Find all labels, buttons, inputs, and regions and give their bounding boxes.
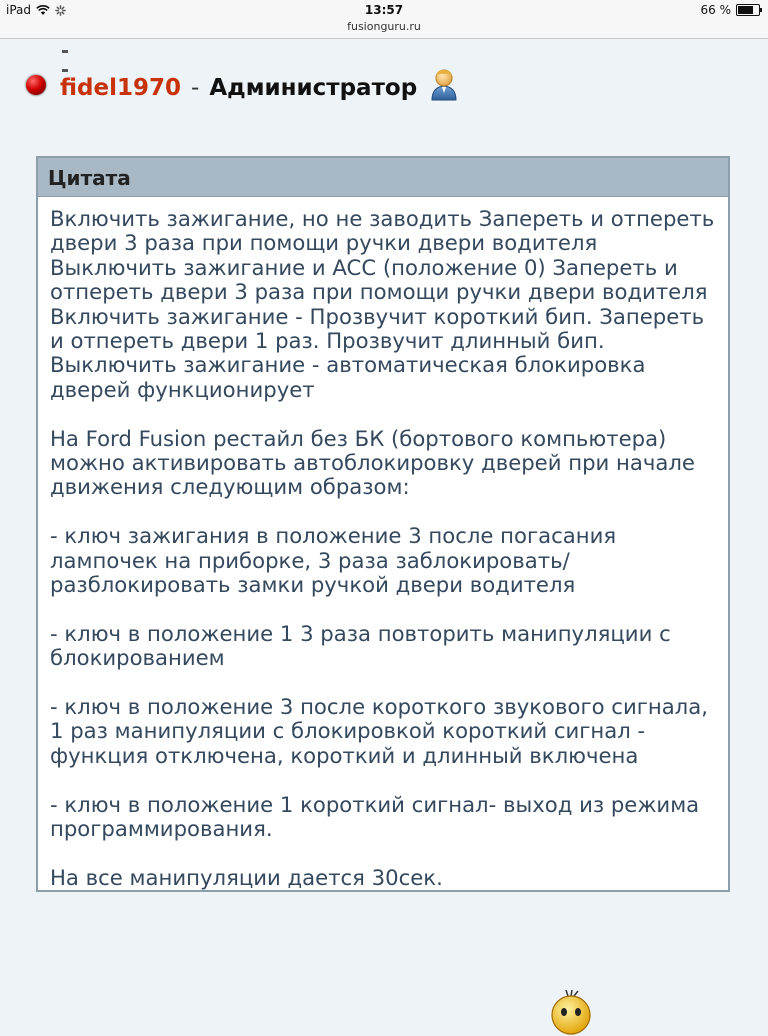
url-bar[interactable]: [0, 20, 768, 39]
smiley-emoticon-icon: [548, 990, 594, 1036]
status-bar: [0, 0, 768, 20]
quote-paragraph: - ключ зажигания в положение 3 после погасания лампочек на приборке, 3 раза заблокировать/ разблокировать замки ручкой двери водителя: [50, 523, 617, 598]
offline-status-icon: [26, 75, 46, 95]
battery-fill: [738, 6, 753, 14]
username-link[interactable]: fidel1970: [60, 75, 182, 101]
device-label: iPad: [6, 3, 32, 17]
quote-paragraph: Включить зажигание, но не заводить Запереть и отпереть двери 3 раза при помощи ручки двери водителя Выключить зажигание и ACC (положение 0) Запереть и отпереть двери 3 раза при помощи ручки двери водителя Включить зажигание - Прозвучит короткий бип. Запереть и отпереть двери 1 раз. Прозвучит длинный бип. Выключить зажигание - автоматическая блокировка дверей функционирует: [50, 206, 715, 402]
quote-paragraph: На Ford Fusion рестайл без БК (бортового компьютера) можно активировать автоблокировку дверей при начале движения следующим образом:: [50, 425, 695, 500]
scrolled-mark: [62, 50, 68, 53]
battery-icon: [736, 4, 760, 16]
scrolled-content-edge: [62, 38, 152, 42]
quote-paragraph: - ключ в положение 1 3 раза повторить манипуляции с блокированием: [50, 620, 671, 671]
battery-percent: 66 %: [700, 3, 731, 17]
quote-box: [36, 156, 730, 892]
status-right: [701, 3, 761, 17]
admin-user-icon: [429, 67, 459, 101]
quote-paragraph: - ключ в положение 3 после короткого звукового сигнала, 1 раз манипуляции с блокировкой короткий сигнал - функция отключена, короткий и длинный включена: [50, 694, 708, 768]
post-header: [26, 68, 459, 108]
url-text: fusionguru.ru: [347, 20, 421, 33]
user-role: Администратор: [209, 75, 418, 101]
quote-body: [38, 197, 728, 890]
quote-paragraph: На все манипуляции дается 30сек.: [50, 864, 443, 890]
quote-title: Цитата: [38, 158, 728, 197]
status-time: 13:57: [364, 3, 404, 17]
header-separator: -: [191, 75, 200, 101]
quote-paragraph: - ключ в положение 1 короткий сигнал- выход из режима программирования.: [50, 791, 700, 842]
